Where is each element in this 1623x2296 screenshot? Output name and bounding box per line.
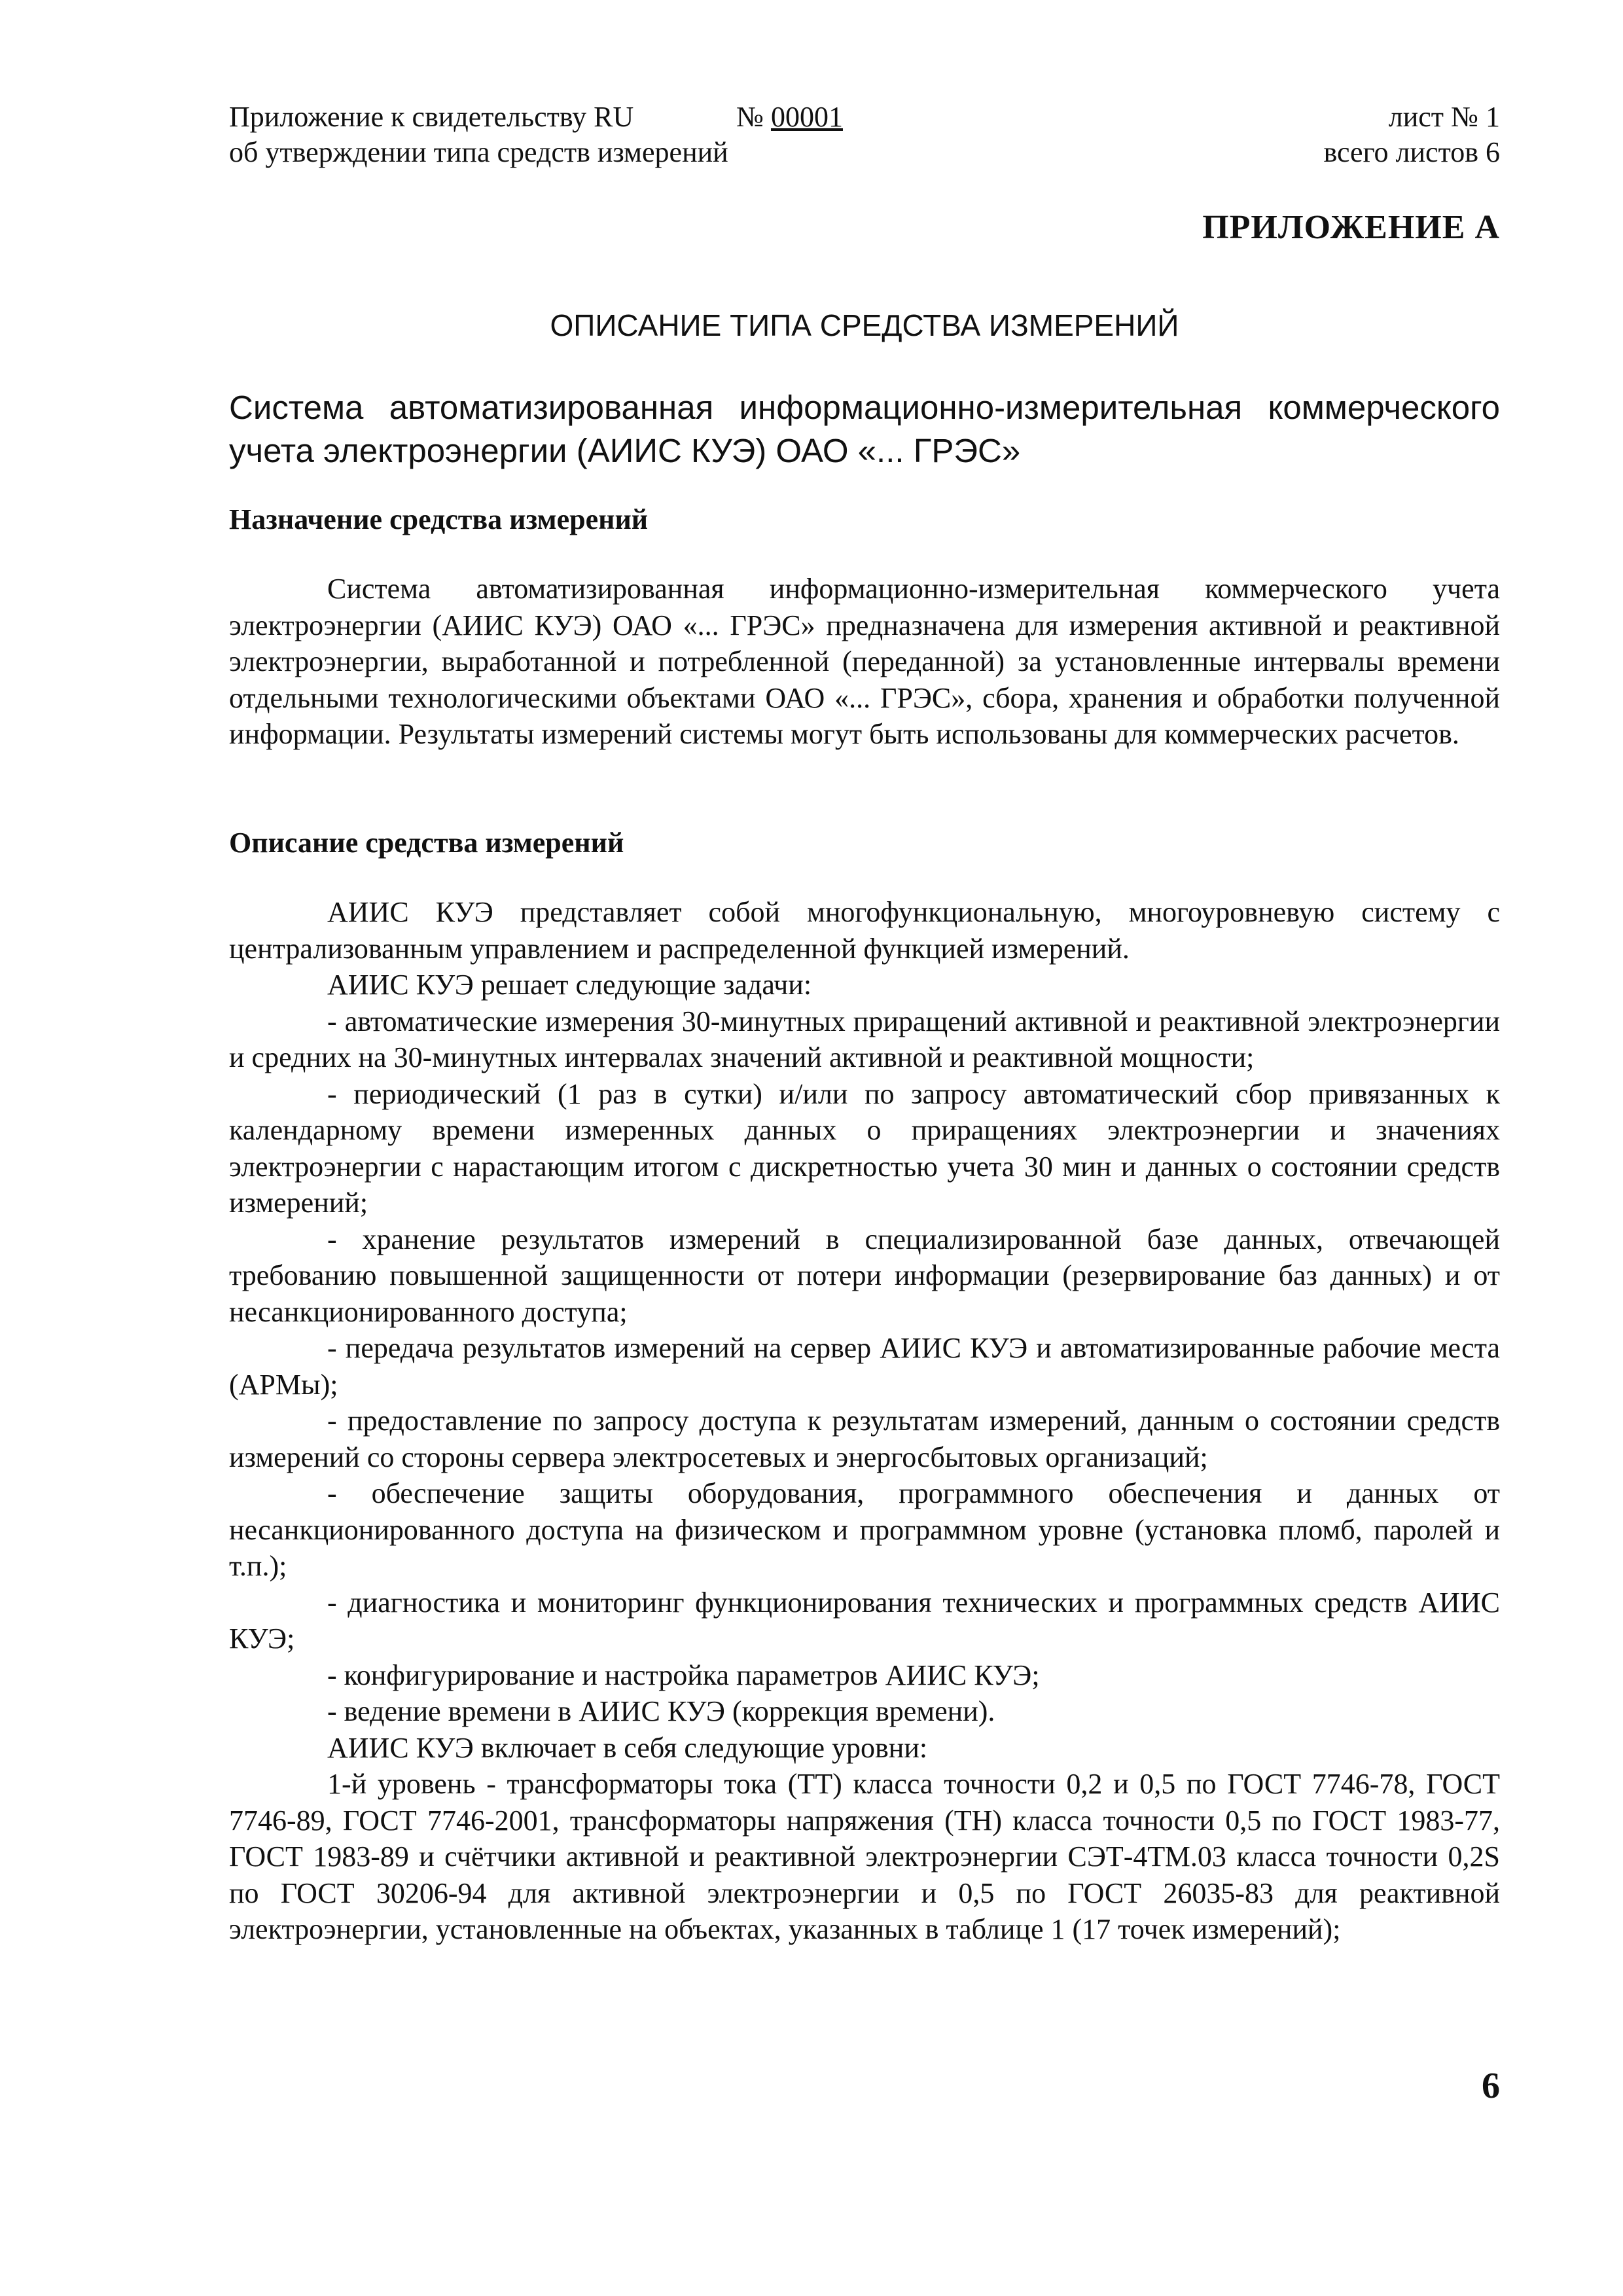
task-list-item: - диагностика и мониторинг функционирования технических и программных средств АИИС КУЭ;: [229, 1586, 1500, 1655]
sheet-number: лист № 1: [1388, 101, 1500, 133]
certificate-number-value: 00001: [770, 101, 843, 133]
task-list-item: - обеспечение защиты оборудования, программного обеспечения и данных от несанкционированного доступа на физическом и программном уровне (установка пломб, паролей и т.п.);: [229, 1477, 1500, 1582]
description-paragraph: АИИС КУЭ представляет собой многофункциональную, многоуровневую систему с централизованным управлением и распределенной функцией измерений.: [229, 896, 1500, 965]
appendix-title: ПРИЛОЖЕНИЕ А: [1202, 209, 1500, 246]
purpose-section: [229, 571, 1500, 753]
task-list-item: - хранение результатов измерений в специализированной базе данных, отвечающей требованию повышенной защищенности от потери информации (резервирование баз данных) и от несанкционированного доступа;: [229, 1223, 1500, 1328]
task-list-item: - конфигурирование и настройка параметров АИИС КУЭ;: [327, 1659, 1040, 1691]
task-list-item: - передача результатов измерений на сервер АИИС КУЭ и автоматизированные рабочие места (АРМы);: [229, 1332, 1500, 1401]
task-list-item: - предоставление по запросу доступа к результатам измерений, данным о состоянии средств измерений со стороны сервера электросетевых и энергосбытовых организаций;: [229, 1405, 1500, 1473]
task-list-item: - периодический (1 раз в сутки) и/или по запросу автоматический сбор привязанных к календарному времени измеренных данных о приращениях электроэнергии и значениях электроэнергии с нарастающим итогом с дискретностью учета 30 мин и данных о состоянии средств измерений;: [229, 1077, 1500, 1219]
level-description: 1-й уровень - трансформаторы тока (ТТ) класса точности 0,2 и 0,5 по ГОСТ 7746-78, ГОСТ 7746-89, ГОСТ 7746-2001, трансформаторы напряжения (ТН) класса точности 0,5 по ГОСТ 1983-77, ГОСТ 1983-89 и счётчики активной и реактивной электроэнергии СЭТ-4ТМ.03 класса точности 0,2S по ГОСТ 30206-94 для активной электроэнергии и 0,5 по ГОСТ 26035-83 для реактивной электроэнергии, установленные на объектах, указанных в таблице 1 (17 точек измерений);: [229, 1768, 1500, 1945]
certificate-number: [736, 99, 843, 135]
description-paragraph: АИИС КУЭ решает следующие задачи:: [327, 969, 812, 1001]
page-number: 6: [1482, 2066, 1500, 2106]
purpose-heading: Назначение средства измерений: [229, 503, 649, 535]
certificate-number-prefix: №: [736, 101, 764, 133]
certificate-header-line2: об утверждении типа средств измерений: [229, 136, 728, 168]
sheet-info: [1323, 99, 1500, 170]
task-list-item: - автоматические измерения 30-минутных приращений активной и реактивной электроэнергии и средних на 30-минутных интервалах значений активной и реактивной мощности;: [229, 1005, 1500, 1073]
certificate-header-line1: Приложение к свидетельству RU: [229, 101, 634, 133]
purpose-paragraph: Система автоматизированная информационно-измерительная коммерческого учета электроэнергии (АИИС КУЭ) ОАО «... ГРЭС» предназначена для измерения активной и реактивной электроэнергии, выработанной и потребленной (переданной) за установленные интервалы времени отдельными технологическими объектами ОАО «... ГРЭС», сбора, хранения и обработки полученной информации. Результаты измерений системы могут быть использованы для коммерческих расчетов.: [229, 573, 1500, 750]
certificate-header: [229, 99, 728, 170]
description-heading: Описание средства измерений: [229, 827, 624, 859]
description-section: [229, 894, 1500, 1948]
description-paragraph: АИИС КУЭ включает в себя следующие уровни:: [327, 1731, 928, 1764]
task-list-item: - ведение времени в АИИС КУЭ (коррекция времени).: [327, 1695, 995, 1727]
system-title: Система автоматизированная информационно-измерительная коммерческого учета электроэнергии (АИИС КУЭ) ОАО «... ГРЭС»: [229, 389, 1500, 469]
sheet-total: всего листов 6: [1323, 136, 1500, 168]
document-type-title: ОПИСАНИЕ ТИПА СРЕДСТВА ИЗМЕРЕНИЙ: [550, 308, 1179, 342]
